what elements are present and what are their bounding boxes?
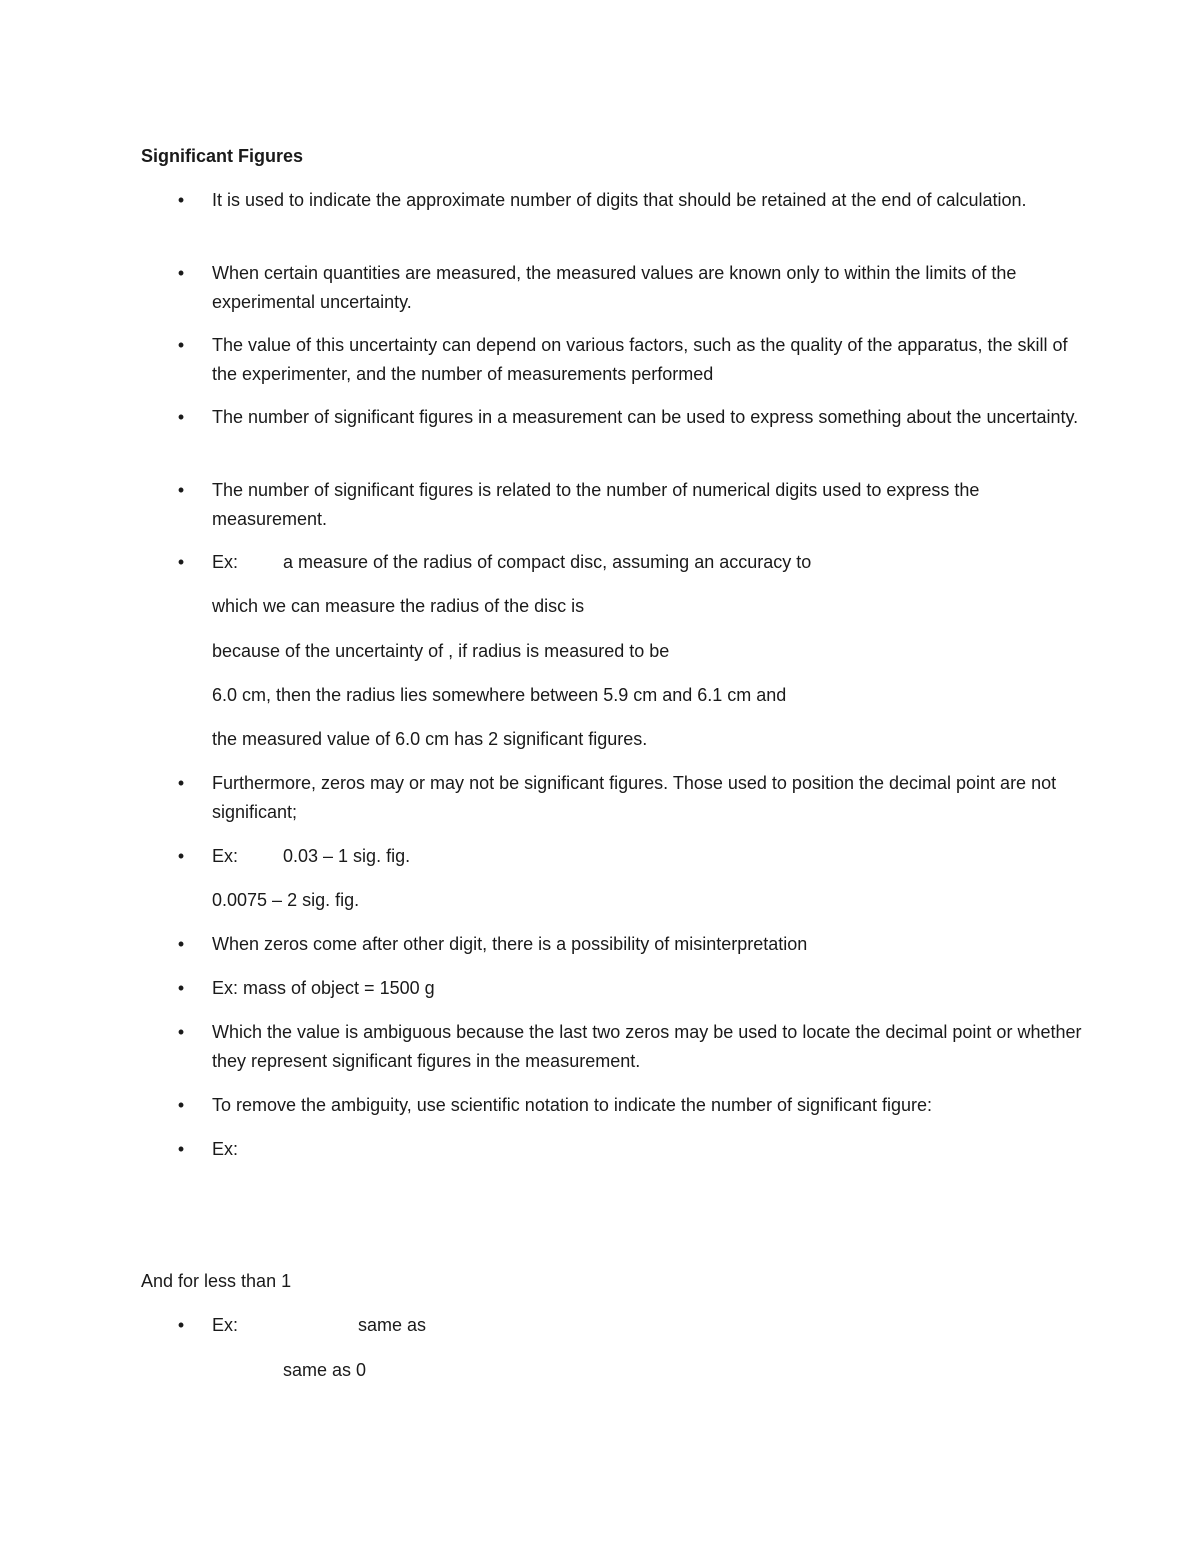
bullet-icon: • bbox=[177, 978, 185, 998]
bullet-icon: • bbox=[177, 335, 185, 355]
bullet-icon: • bbox=[177, 552, 185, 572]
example-label: Ex: bbox=[212, 1315, 239, 1335]
bullet-icon: • bbox=[177, 480, 185, 500]
list-item-text: The value of this uncertainty can depend on various factors, such as the quality of the apparatus, the skill of the experimenter, and the number of measurements performed bbox=[212, 335, 1068, 384]
bullet-icon: • bbox=[177, 263, 185, 283]
list-item-text: It is used to indicate the approximate number of digits that should be retained at the end of calculation. bbox=[212, 190, 1027, 210]
bullet-icon: • bbox=[177, 1095, 185, 1115]
bullet-icon: • bbox=[177, 773, 185, 793]
example-text: 0.03 – 1 sig. fig. bbox=[283, 846, 411, 866]
example-label: Ex: bbox=[212, 846, 239, 866]
example-line: because of the uncertainty of , if radius is measured to be bbox=[212, 641, 670, 661]
example-text: a measure of the radius of compact disc, assuming an accuracy to bbox=[283, 552, 812, 572]
list-item-text: Ex: bbox=[212, 1139, 239, 1159]
bullet-icon: • bbox=[177, 407, 185, 427]
bullet-icon: • bbox=[177, 1022, 185, 1042]
example-line: 6.0 cm, then the radius lies somewhere between 5.9 cm and 6.1 cm and bbox=[212, 685, 787, 705]
list-item-text: To remove the ambiguity, use scientific notation to indicate the number of significant figure: bbox=[212, 1095, 933, 1115]
list-item-text: Furthermore, zeros may or may not be significant figures. Those used to position the decimal point are not significant; bbox=[212, 773, 1057, 822]
example-line: which we can measure the radius of the disc is bbox=[212, 596, 585, 616]
bullet-icon: • bbox=[177, 190, 185, 210]
list-item-text: When certain quantities are measured, the measured values are known only to within the limits of the experimental uncertainty. bbox=[212, 263, 1017, 312]
section-text: And for less than 1 bbox=[141, 1271, 292, 1291]
page-title: Significant Figures bbox=[141, 146, 304, 166]
list-item-text: Which the value is ambiguous because the last two zeros may be used to locate the decimal point or whether they represent significant figures in the measurement. bbox=[212, 1022, 1082, 1071]
list-item-text: When zeros come after other digit, there is a possibility of misinterpretation bbox=[212, 934, 808, 954]
bullet-icon: • bbox=[177, 846, 185, 866]
list-item-text: Ex: mass of object = 1500 g bbox=[212, 978, 435, 998]
bullet-icon: • bbox=[177, 1315, 185, 1335]
example-line: same as 0 bbox=[283, 1360, 367, 1380]
list-item-text: The number of significant figures in a measurement can be used to express something about the uncertainty. bbox=[212, 407, 1079, 427]
bullet-icon: • bbox=[177, 1139, 185, 1159]
example-line: the measured value of 6.0 cm has 2 significant figures. bbox=[212, 729, 648, 749]
example-line: 0.0075 – 2 sig. fig. bbox=[212, 890, 360, 910]
list-item-text: The number of significant figures is related to the number of numerical digits used to express the measurement. bbox=[212, 480, 980, 529]
bullet-icon: • bbox=[177, 934, 185, 954]
example-text: same as bbox=[358, 1315, 427, 1335]
example-label: Ex: bbox=[212, 552, 239, 572]
